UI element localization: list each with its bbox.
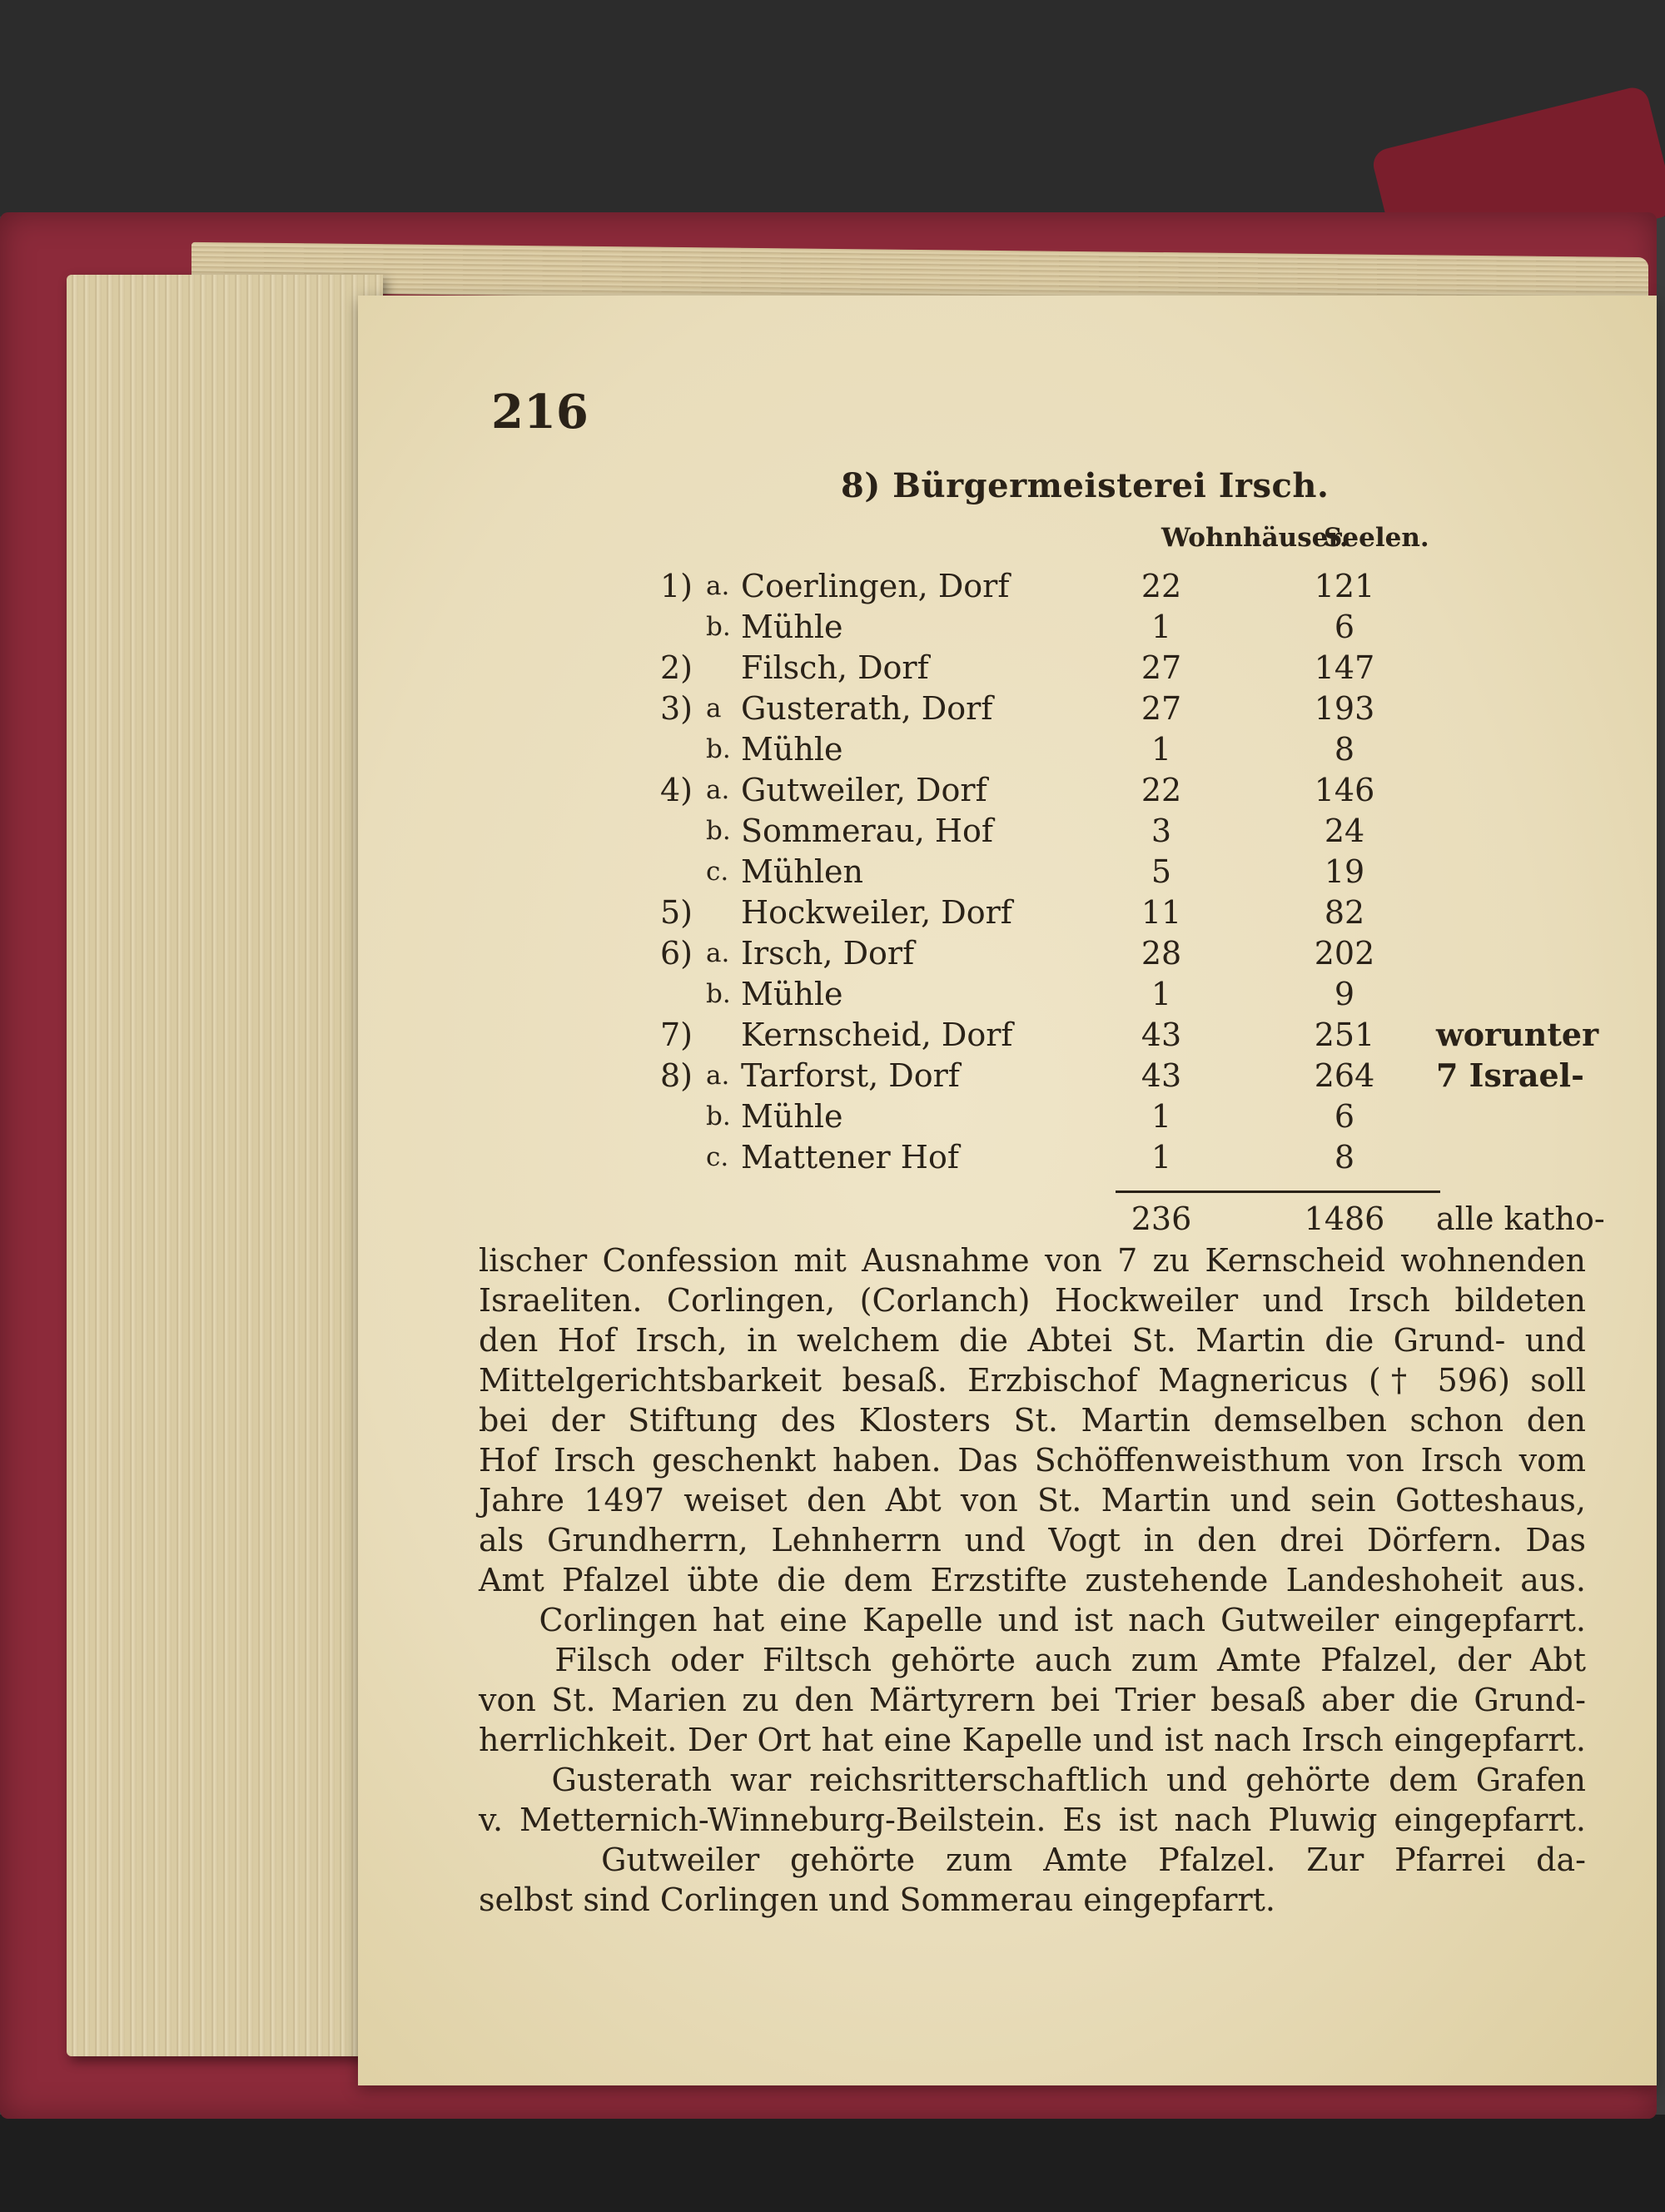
row-number: 3) <box>659 690 693 727</box>
row-number: 1) <box>659 568 693 604</box>
table-row <box>633 933 1615 973</box>
table-row <box>633 1096 1615 1136</box>
row-souls: 193 <box>1314 690 1375 727</box>
row-houses: 11 <box>1141 894 1182 931</box>
row-souls: 147 <box>1314 649 1375 686</box>
text-line: Jahre 1497 weiset den Abt von St. Martin und sein Gotteshaus, <box>479 1482 1586 1519</box>
table-row <box>633 648 1615 688</box>
row-souls: 8 <box>1334 731 1355 768</box>
row-place: Gusterath, Dorf <box>741 690 993 727</box>
table-row <box>633 811 1615 851</box>
row-number: 2) <box>659 649 693 686</box>
table-row <box>633 852 1615 892</box>
row-place: Mühle <box>741 976 843 1012</box>
header-souls: Seelen. <box>1324 523 1429 553</box>
text-line: als Grundherrn, Lehnherrn und Vogt in den drei Dörfern. Das <box>479 1522 1586 1558</box>
total-souls: 1486 <box>1304 1200 1385 1237</box>
table-row <box>633 1137 1615 1177</box>
table-row <box>633 566 1615 606</box>
row-houses: 1 <box>1151 1098 1172 1135</box>
row-houses: 1 <box>1151 1139 1172 1176</box>
row-houses: 22 <box>1141 568 1182 604</box>
row-souls: 24 <box>1324 813 1365 849</box>
page-number: 216 <box>491 385 589 440</box>
row-place: Kernscheid, Dorf <box>741 1017 1013 1053</box>
row-sub: b. <box>706 612 731 642</box>
section-title: 8) Bürgermeisterei Irsch. <box>841 466 1330 505</box>
row-houses: 27 <box>1141 649 1182 686</box>
row-number: 6) <box>659 935 693 972</box>
table-row <box>633 607 1615 647</box>
text-line: Filsch oder Filtsch gehörte auch zum Amte Pfalzel, der Abt <box>479 1642 1586 1678</box>
row-houses: 3 <box>1151 813 1172 849</box>
row-place: Filsch, Dorf <box>741 649 929 686</box>
row-number: 5) <box>659 894 693 931</box>
text-line: herrlichkeit. Der Ort hat eine Kapelle und ist nach Irsch eingepfarrt. <box>479 1722 1586 1758</box>
text-line: Gutweiler gehörte zum Amte Pfalzel. Zur Pfarrei da- <box>479 1842 1586 1878</box>
text-line: v. Metternich-Winneburg-Beilstein. Es ist nach Pluwig eingepfarrt. <box>479 1802 1586 1838</box>
row-souls: 264 <box>1314 1057 1375 1094</box>
row-sub: b. <box>706 979 731 1009</box>
row-sub: a. <box>706 571 730 601</box>
table-row <box>633 729 1615 769</box>
table-row <box>633 1056 1615 1096</box>
row-sub: a <box>706 693 722 723</box>
row-souls: 19 <box>1324 853 1365 890</box>
totals-rule <box>1116 1191 1440 1193</box>
row-sub: a. <box>706 775 730 805</box>
text-line: Corlingen hat eine Kapelle und ist nach Gutweiler eingepfarrt. <box>479 1602 1586 1638</box>
row-place: Mattener Hof <box>741 1139 959 1176</box>
totals-note: alle katho- <box>1436 1200 1605 1237</box>
row-place: Tarforst, Dorf <box>741 1057 960 1094</box>
header-houses: Wohnhäuser. <box>1161 523 1349 553</box>
row-houses: 22 <box>1141 772 1182 808</box>
row-houses: 43 <box>1141 1017 1182 1053</box>
total-houses: 236 <box>1131 1200 1192 1237</box>
table-row <box>633 688 1615 728</box>
row-sub: c. <box>706 1142 729 1172</box>
row-sub: b. <box>706 1101 731 1131</box>
row-souls: 121 <box>1314 568 1375 604</box>
text-line: Amt Pfalzel übte die dem Erzstifte zustehende Landeshoheit aus. <box>479 1562 1586 1598</box>
row-souls: 251 <box>1314 1017 1375 1053</box>
row-place: Hockweiler, Dorf <box>741 894 1012 931</box>
row-place: Mühle <box>741 1098 843 1135</box>
row-place: Sommerau, Hof <box>741 813 993 849</box>
row-houses: 28 <box>1141 935 1182 972</box>
row-souls: 82 <box>1324 894 1365 931</box>
row-houses: 43 <box>1141 1057 1182 1094</box>
row-place: Mühlen <box>741 853 863 890</box>
row-souls: 202 <box>1314 935 1375 972</box>
text-line: selbst sind Corlingen und Sommerau eingepfarrt. <box>479 1881 1275 1918</box>
text-line: lischer Confession mit Ausnahme von 7 zu Kernscheid wohnenden <box>479 1242 1586 1279</box>
row-houses: 1 <box>1151 731 1172 768</box>
row-houses: 5 <box>1151 853 1172 890</box>
row-sub: b. <box>706 816 731 846</box>
row-sub: a. <box>706 938 730 968</box>
row-place: Irsch, Dorf <box>741 935 915 972</box>
text-line: Israeliten. Corlingen, (Corlanch) Hockweiler und Irsch bildeten <box>479 1282 1586 1319</box>
background-bottom <box>0 2115 1665 2212</box>
text-line: bei der Stiftung des Klosters St. Martin demselben schon den <box>479 1402 1586 1439</box>
row-place: Gutweiler, Dorf <box>741 772 987 808</box>
totals-row <box>633 1199 1615 1239</box>
row-number: 8) <box>659 1057 693 1094</box>
row-souls: 8 <box>1334 1139 1355 1176</box>
row-houses: 1 <box>1151 976 1172 1012</box>
table-row <box>633 1015 1615 1055</box>
row-souls: 9 <box>1334 976 1355 1012</box>
row-place: Mühle <box>741 609 843 645</box>
row-number: 4) <box>659 772 693 808</box>
page-side-edges <box>67 275 383 2056</box>
row-place: Coerlingen, Dorf <box>741 568 1010 604</box>
row-souls: 146 <box>1314 772 1375 808</box>
text-line: Hof Irsch geschenkt haben. Das Schöffenweisthum von Irsch vom <box>479 1442 1586 1479</box>
table-row <box>633 770 1615 810</box>
row-sub: c. <box>706 857 729 887</box>
row-sub: a. <box>706 1061 730 1091</box>
row-note: 7 Israel- <box>1436 1056 1584 1094</box>
text-line: Gusterath war reichsritterschaftlich und gehörte dem Grafen <box>479 1762 1586 1798</box>
row-souls: 6 <box>1334 609 1355 645</box>
text-line: von St. Marien zu den Märtyrern bei Trier besaß aber die Grund- <box>479 1682 1586 1718</box>
row-place: Mühle <box>741 731 843 768</box>
text-line: den Hof Irsch, in welchem die Abtei St. Martin die Grund- und <box>479 1322 1586 1359</box>
table-row <box>633 974 1615 1014</box>
row-souls: 6 <box>1334 1098 1355 1135</box>
row-houses: 27 <box>1141 690 1182 727</box>
text-line: Mittelgerichtsbarkeit besaß. Erzbischof Magnericus († 596) soll <box>479 1362 1586 1399</box>
row-number: 7) <box>659 1017 693 1053</box>
row-sub: b. <box>706 734 731 764</box>
row-note: worunter <box>1436 1016 1599 1053</box>
table-row <box>633 892 1615 932</box>
row-houses: 1 <box>1151 609 1172 645</box>
